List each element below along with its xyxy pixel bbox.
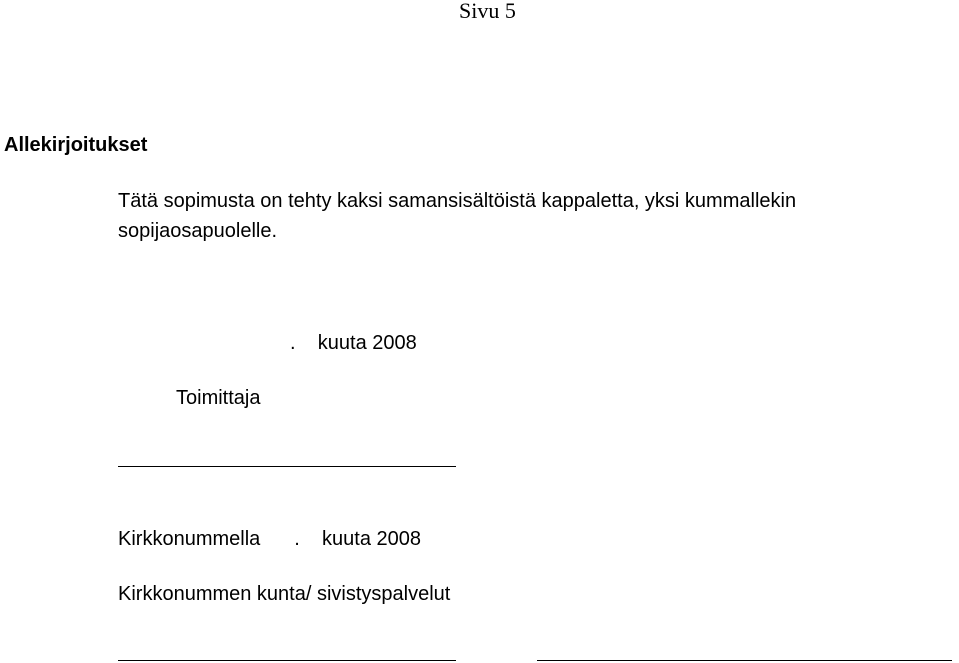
- municipality-place: Kirkkonummella: [118, 528, 261, 550]
- supplier-date-line: . kuuta 2008: [290, 332, 417, 354]
- section-heading: Allekirjoitukset: [4, 134, 148, 156]
- municipality-place-date: [118, 529, 421, 549]
- municipality-signature-line-1: [118, 660, 456, 661]
- municipality-date: . kuuta 2008: [294, 528, 422, 550]
- agreement-paragraph-line-1: Tätä sopimusta on tehty kaksi samansisältöistä kappaletta, yksi kummallekin: [118, 190, 797, 212]
- supplier-signature-line: [118, 466, 456, 467]
- supplier-label: Toimittaja: [176, 387, 261, 409]
- municipality-label: Kirkkonummen kunta/ sivistyspalvelut: [118, 583, 451, 605]
- municipality-signature-line-2: [537, 660, 952, 661]
- page-number: Sivu 5: [459, 0, 516, 23]
- agreement-paragraph-line-2: sopijaosapuolelle.: [118, 220, 278, 242]
